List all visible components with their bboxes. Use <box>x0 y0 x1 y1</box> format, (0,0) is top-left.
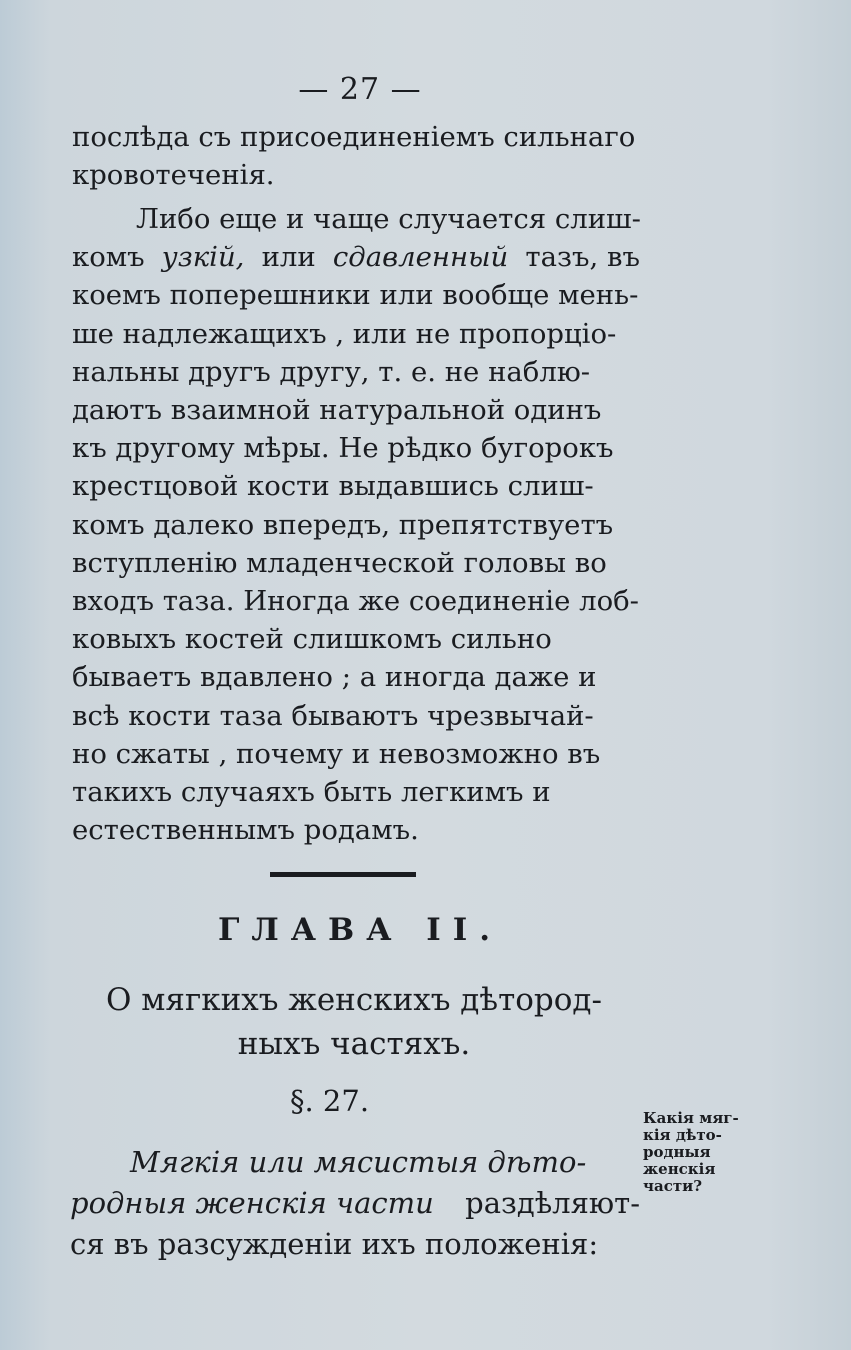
text-line: ковыхъ костей слишкомъ сильно <box>72 623 552 656</box>
text-line: комъ узкій, или сдавленный тазъ, въ <box>72 241 640 274</box>
chapter-heading: ГЛАВА II. <box>217 912 503 948</box>
text-line: комъ далеко впередъ, препятствуетъ <box>72 508 614 541</box>
text-line: всѣ кости таза бываютъ чрезвычай- <box>72 699 594 732</box>
section-divider <box>270 872 416 877</box>
text-line: нальны другъ другу, т. е. не наблю- <box>72 355 591 388</box>
text-line: вступленію младенческой головы во <box>72 546 607 579</box>
text-line: даютъ взаимной натуральной одинъ <box>72 394 602 427</box>
text-line: коемъ поперешники или вообще мень- <box>72 279 639 312</box>
page-number: — 27 — <box>298 72 422 107</box>
text-line: ся въ разсужденіи ихъ положенія: <box>70 1227 599 1261</box>
text-line: къ другому мѣры. Не рѣдко бугорокъ <box>72 432 614 465</box>
text-line: но сжаты , почему и невозможно въ <box>72 737 601 770</box>
margin-note: Какія мяг- кія дѣто- родныя женскія части? <box>643 1109 739 1195</box>
text-line: послѣда съ присоединеніемъ сильнаго <box>72 121 636 153</box>
text-line: входъ таза. Иногда же соединеніе лоб- <box>72 585 639 618</box>
chapter-subtitle: О мягкихъ женскихъ дѣтород- ныхъ частяхъ. <box>106 982 602 1062</box>
text-line: естественнымъ родамъ. <box>72 814 419 847</box>
text-line: кровотеченія. <box>72 159 275 192</box>
section-number: §. 27. <box>290 1084 370 1118</box>
paragraph-continuation <box>72 118 640 194</box>
text-line: крестцовой кости выдавшись слиш- <box>72 470 594 503</box>
section-paragraph <box>70 1142 640 1265</box>
text-line: Либо еще и чаще случается слиш- <box>136 203 641 235</box>
main-paragraph <box>72 200 640 849</box>
text-line: такихъ случаяхъ быть легкимъ и <box>72 776 551 809</box>
text-line: родныя женскія части раздѣляют- <box>70 1186 640 1220</box>
text-line: ше надлежащихъ , или не пропорціо- <box>72 317 617 350</box>
text-line: бываетъ вдавлено ; а иногда даже и <box>72 661 597 694</box>
text-line: Мягкія или мясистыя дѣто- <box>130 1145 587 1179</box>
